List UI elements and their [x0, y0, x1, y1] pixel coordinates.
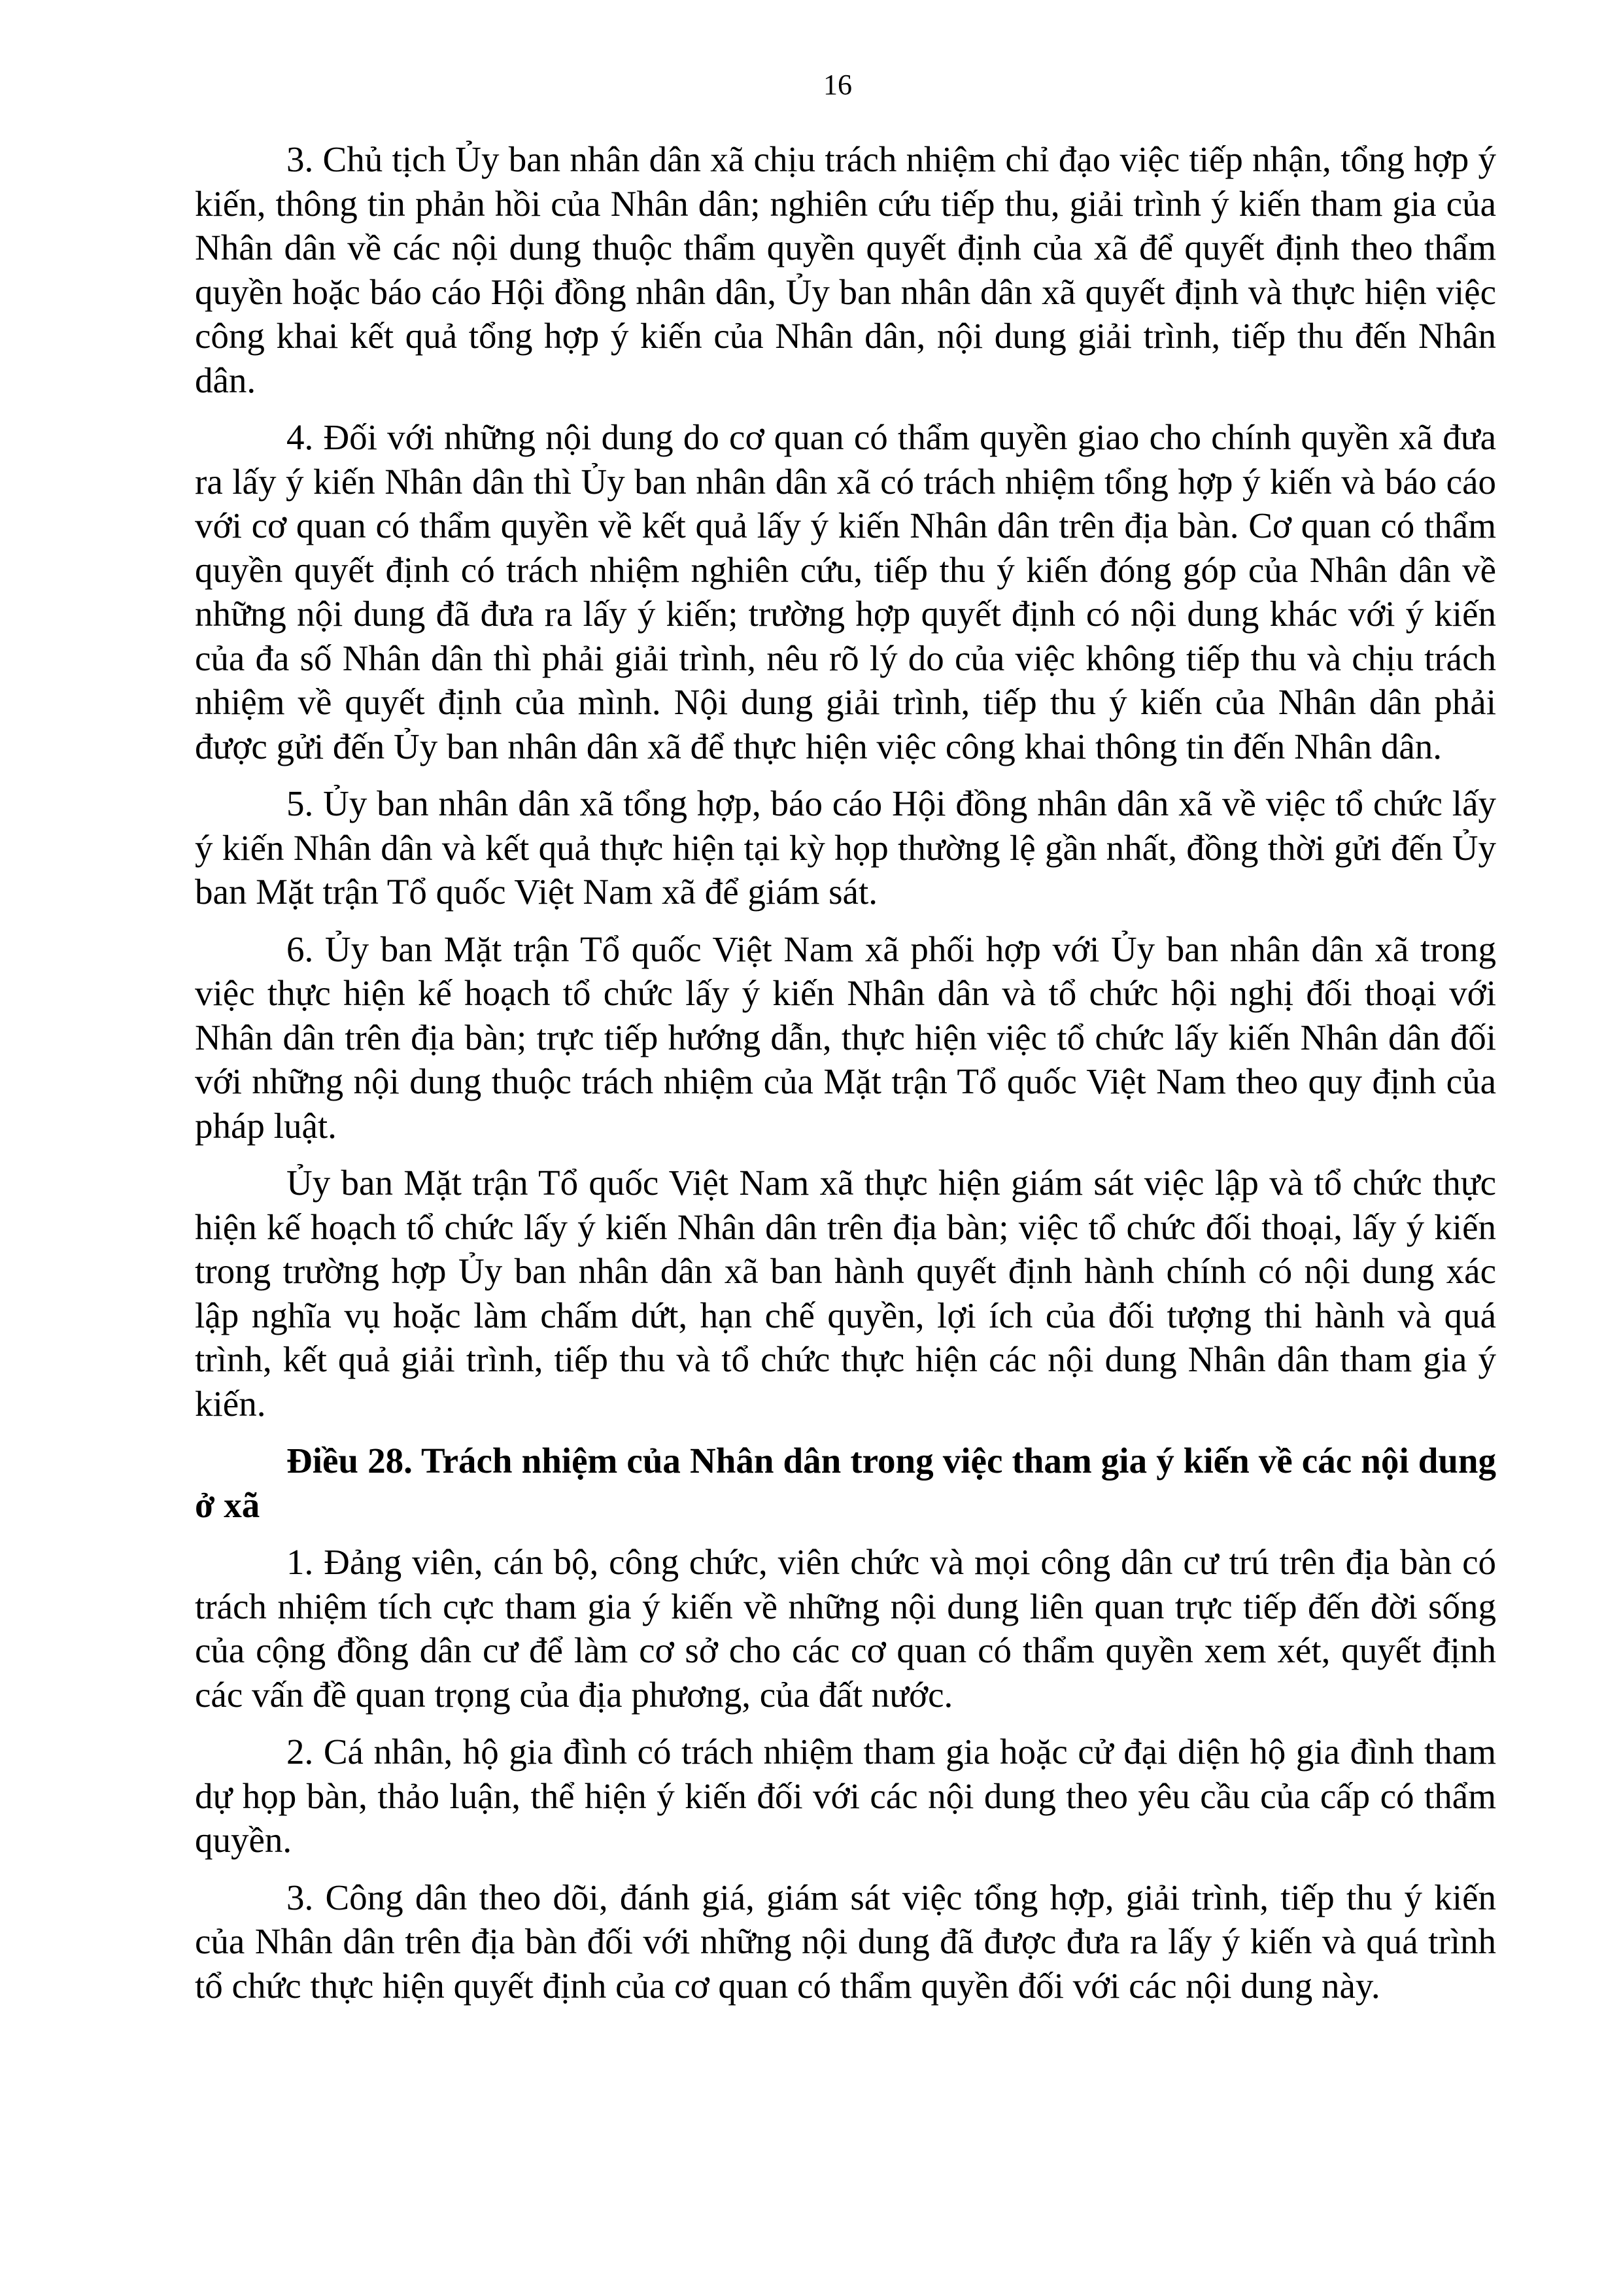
- article-28-clause-1: 1. Đảng viên, cán bộ, công chức, viên chức và mọi công dân cư trú trên địa bàn có trách nhiệm tích cực tham gia ý kiến về những nội dung liên quan trực tiếp đến đời sống của cộng đồng dân cư để làm cơ sở cho các cơ quan có thẩm quyền xem xét, quyết định các vấn đề quan trọng của địa phương, của đất nước.: [195, 1542, 1496, 1715]
- paragraph-clause-4: 4. Đối với những nội dung do cơ quan có thẩm quyền giao cho chính quyền xã đưa ra lấy ý kiến Nhân dân thì Ủy ban nhân dân xã có trách nhiệm tổng hợp ý kiến và báo cáo với cơ quan có thẩm quyền về kết quả lấy ý kiến Nhân dân trên địa bàn. Cơ quan có thẩm quyền quyết định có trách nhiệm nghiên cứu, tiếp thu ý kiến đóng góp của Nhân dân về những nội dung đã đưa ra lấy ý kiến; trường hợp quyết định có nội dung khác với ý kiến của đa số Nhân dân thì phải giải trình, nêu rõ lý do của việc không tiếp thu và chịu trách nhiệm về quyết định của mình. Nội dung giải trình, tiếp thu ý kiến của Nhân dân phải được gửi đến Ủy ban nhân dân xã để thực hiện việc công khai thông tin đến Nhân dân.: [195, 417, 1496, 766]
- page-body: [195, 137, 1496, 2021]
- paragraph-clause-3: 3. Chủ tịch Ủy ban nhân dân xã chịu trách nhiệm chỉ đạo việc tiếp nhận, tổng hợp ý kiến, thông tin phản hồi của Nhân dân; nghiên cứu tiếp thu, giải trình ý kiến tham gia của Nhân dân về các nội dung thuộc thẩm quyền quyết định của xã để quyết định theo thẩm quyền hoặc báo cáo Hội đồng nhân dân, Ủy ban nhân dân xã quyết định và thực hiện việc công khai kết quả tổng hợp ý kiến của Nhân dân, nội dung giải trình, tiếp thu đến Nhân dân.: [195, 139, 1496, 400]
- article-28-clause-3: 3. Công dân theo dõi, đánh giá, giám sát việc tổng hợp, giải trình, tiếp thu ý kiến của Nhân dân trên địa bàn đối với những nội dung đã được đưa ra lấy ý kiến và quá trình tổ chức thực hiện quyết định của cơ quan có thẩm quyền đối với các nội dung này.: [195, 1877, 1496, 2006]
- paragraph-clause-5: 5. Ủy ban nhân dân xã tổng hợp, báo cáo Hội đồng nhân dân xã về việc tổ chức lấy ý kiến Nhân dân và kết quả thực hiện tại kỳ họp thường lệ gần nhất, đồng thời gửi đến Ủy ban Mặt trận Tổ quốc Việt Nam xã để giám sát.: [195, 783, 1496, 912]
- paragraph-clause-6: 6. Ủy ban Mặt trận Tổ quốc Việt Nam xã phối hợp với Ủy ban nhân dân xã trong việc thực hiện kế hoạch tổ chức lấy ý kiến Nhân dân và tổ chức hội nghị đối thoại với Nhân dân trên địa bàn; trực tiếp hướng dẫn, thực hiện việc tổ chức lấy kiến Nhân dân đối với những nội dung thuộc trách nhiệm của Mặt trận Tổ quốc Việt Nam theo quy định của pháp luật.: [195, 929, 1496, 1146]
- paragraph-clause-6-supervision: Ủy ban Mặt trận Tổ quốc Việt Nam xã thực hiện giám sát việc lập và tổ chức thực hiện kế hoạch tổ chức lấy ý kiến Nhân dân trên địa bàn; việc tổ chức đối thoại, lấy ý kiến trong trường hợp Ủy ban nhân dân xã ban hành quyết định hành chính có nội dung xác lập nghĩa vụ hoặc làm chấm dứt, hạn chế quyền, lợi ích của đối tượng thi hành và quá trình, kết quả giải trình, tiếp thu và tổ chức thực hiện các nội dung Nhân dân tham gia ý kiến.: [195, 1163, 1496, 1424]
- article-28-clause-2: 2. Cá nhân, hộ gia đình có trách nhiệm tham gia hoặc cử đại diện hộ gia đình tham dự họp bàn, thảo luận, thể hiện ý kiến đối với các nội dung theo yêu cầu của cấp có thẩm quyền.: [195, 1732, 1496, 1860]
- page-number: 16: [823, 69, 852, 101]
- article-28-heading: Điều 28. Trách nhiệm của Nhân dân trong việc tham gia ý kiến về các nội dung ở xã: [195, 1441, 1496, 1525]
